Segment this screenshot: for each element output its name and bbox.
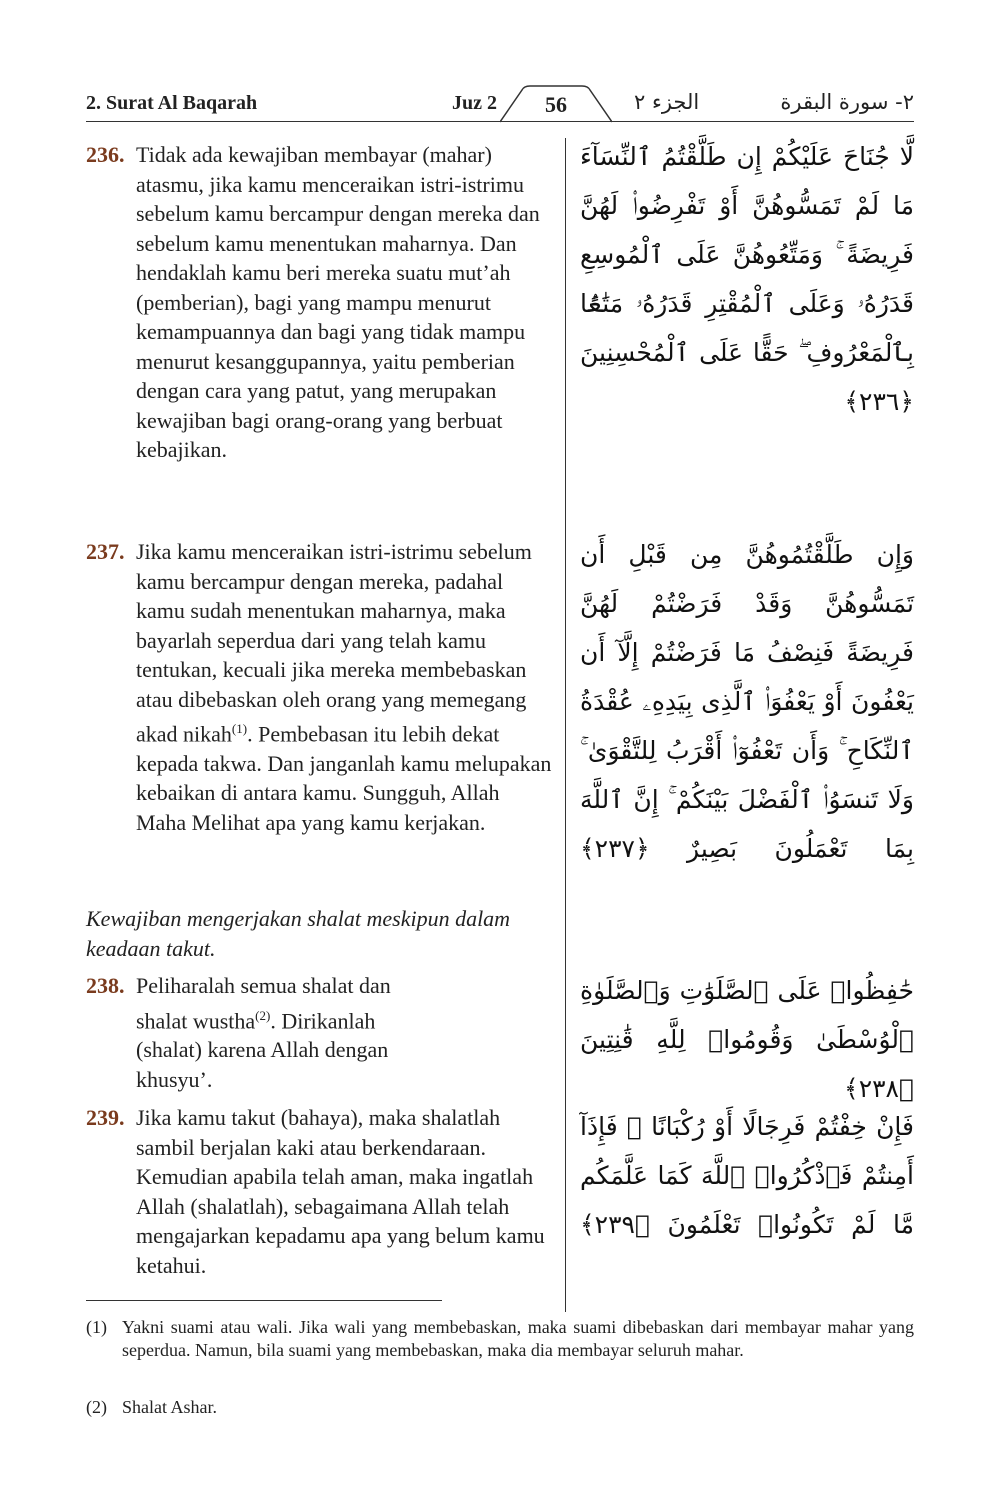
verse-238-arabic: حَٰفِظُوا۟ عَلَى ٱلصَّلَوَٰتِ وَٱلصَّلَوٰةِ ٱلْوُسْطَىٰ وَقُومُوا۟ لِلَّهِ قَٰنِتِينَ ﴿٢٣٨﴾ <box>580 976 914 1103</box>
footnote-text: Shalat Ashar. <box>122 1397 217 1417</box>
juz-label-latin: Juz 2 <box>452 92 497 114</box>
verse-238 <box>86 971 406 1094</box>
footnote-ref[interactable]: (1) <box>231 721 248 736</box>
verse-239-arabic: فَإِنْ خِفْتُمْ فَرِجَالًا أَوْ رُكْبَانًا ۖ فَإِذَآ أَمِنتُمْ فَٱذْكُرُوا۟ ٱللَّهَ كَمَا عَلَّمَكُم مَّا لَمْ تَكُونُوا۟ تَعْلَمُونَ ﴿٢٣٩﴾ <box>580 1112 914 1239</box>
verse-239 <box>86 1103 554 1280</box>
footnote-ref[interactable]: (2) <box>255 1007 271 1023</box>
verse-number: 236. <box>86 142 125 167</box>
verse-number: 237. <box>86 539 125 564</box>
verse-translation: Peliharalah semua shalat dan shalat wustha$^{(2)}$. Dirikanlah (shalat) karena Allah dengan khusyu’. <box>136 973 391 1092</box>
footnote-2 <box>86 1396 914 1419</box>
verse-236-arabic: لَّا جُنَاحَ عَلَيْكُمْ إِن طَلَّقْتُمُ ٱلنِّسَآءَ مَا لَمْ تَمَسُّوهُنَّ أَوْ تَفْرِضُوا۟ لَهُنَّ فَرِيضَةً ۚ وَمَتِّعُوهُنَّ عَلَى ٱلْمُوسِعِ قَدَرُهُۥ وَعَلَى ٱلْمُقْتِرِ قَدَرُهُۥ مَتَٰعًۢا بِٱلْمَعْرُوفِ ۖ حَقًّا عَلَى ٱلْمُحْسِنِينَ ﴿٢٣٦﴾ <box>580 142 914 416</box>
header-rule <box>86 121 914 122</box>
footnote-rule <box>86 1300 442 1301</box>
footnote-1 <box>86 1316 914 1362</box>
verse-number: 239. <box>86 1105 125 1130</box>
surah-title-arabic: ٢- سورة البقرة <box>780 90 914 114</box>
juz-label-arabic: الجزء ٢ <box>634 90 700 114</box>
surah-title-latin: 2. Surat Al Baqarah <box>86 92 258 114</box>
section-subheading: Kewajiban mengerjakan shalat meskipun dalam keadaan takut. <box>86 906 511 961</box>
verse-number: 238. <box>86 973 125 998</box>
verse-translation: Tidak ada kewajiban membayar (mahar) atasmu, jika kamu menceraikan istri-istrimu sebelum kamu bercampur dengan mereka dan sebelum kamu menentukan maharnya. Dan hendaklah kamu beri mereka suatu mut’ah (pemberian), bagi yang mampu menurut kemampuannya dan bagi yang tidak mampu menurut kesanggupannya, yaitu pemberian dengan cara yang patut, yang merupakan kewajiban bagi orang-orang yang berbuat kebajikan. <box>136 142 540 462</box>
page-number: 56 <box>545 92 567 117</box>
footnote-mark: (1) <box>86 1317 107 1337</box>
verse-236 <box>86 140 554 465</box>
column-divider <box>565 138 566 1312</box>
verse-translation: Jika kamu menceraikan istri-istrimu sebelum kamu bercampur dengan mereka, padahal kamu sudah menentukan maharnya, maka bayarlah seperdua dari yang telah kamu tentukan, kecuali jika mereka membebaskan atau dibebaskan oleh orang yang memegang akad nikah$^{(1)}$. Pembebasan itu lebih dekat kepada takwa. Dan janganlah kamu melupakan kebaikan di antara kamu. Sungguh, Allah Maha Melihat apa yang kamu kerjakan. <box>136 539 552 835</box>
page-number-tab <box>500 82 612 124</box>
footnote-text: Yakni suami atau wali. Jika wali yang membebaskan, maka suami dibebaskan dari membayar mahar yang seperdua. Namun, bila suami yang membebaskan, maka dia membayar seluruh mahar. <box>122 1317 914 1360</box>
footnote-mark: (2) <box>86 1397 107 1417</box>
verse-237-arabic: وَإِن طَلَّقْتُمُوهُنَّ مِن قَبْلِ أَن تَمَسُّوهُنَّ وَقَدْ فَرَضْتُمْ لَهُنَّ فَرِيضَةً فَنِصْفُ مَا فَرَضْتُمْ إِلَّآ أَن يَعْفُونَ أَوْ يَعْفُوَا۟ ٱلَّذِى بِيَدِهِۦ عُقْدَةُ ٱلنِّكَاحِ ۚ وَأَن تَعْفُوٓا۟ أَقْرَبُ لِلتَّقْوَىٰ ۚ وَلَا تَنسَوُا۟ ٱلْفَضْلَ بَيْنَكُمْ ۚ إِنَّ ٱللَّهَ بِمَا تَعْمَلُونَ بَصِيرٌ ﴿٢٣٧﴾ <box>580 540 914 863</box>
page-header <box>86 86 914 122</box>
verse-translation: Jika kamu takut (bahaya), maka shalatlah sambil berjalan kaki atau berkendaraan. Kemudian apabila telah aman, maka ingatlah Allah (shalatlah), sebagaimana Allah telah mengajarkan kepadamu apa yang belum kamu ketahui. <box>136 1105 545 1278</box>
verse-237 <box>86 537 554 837</box>
